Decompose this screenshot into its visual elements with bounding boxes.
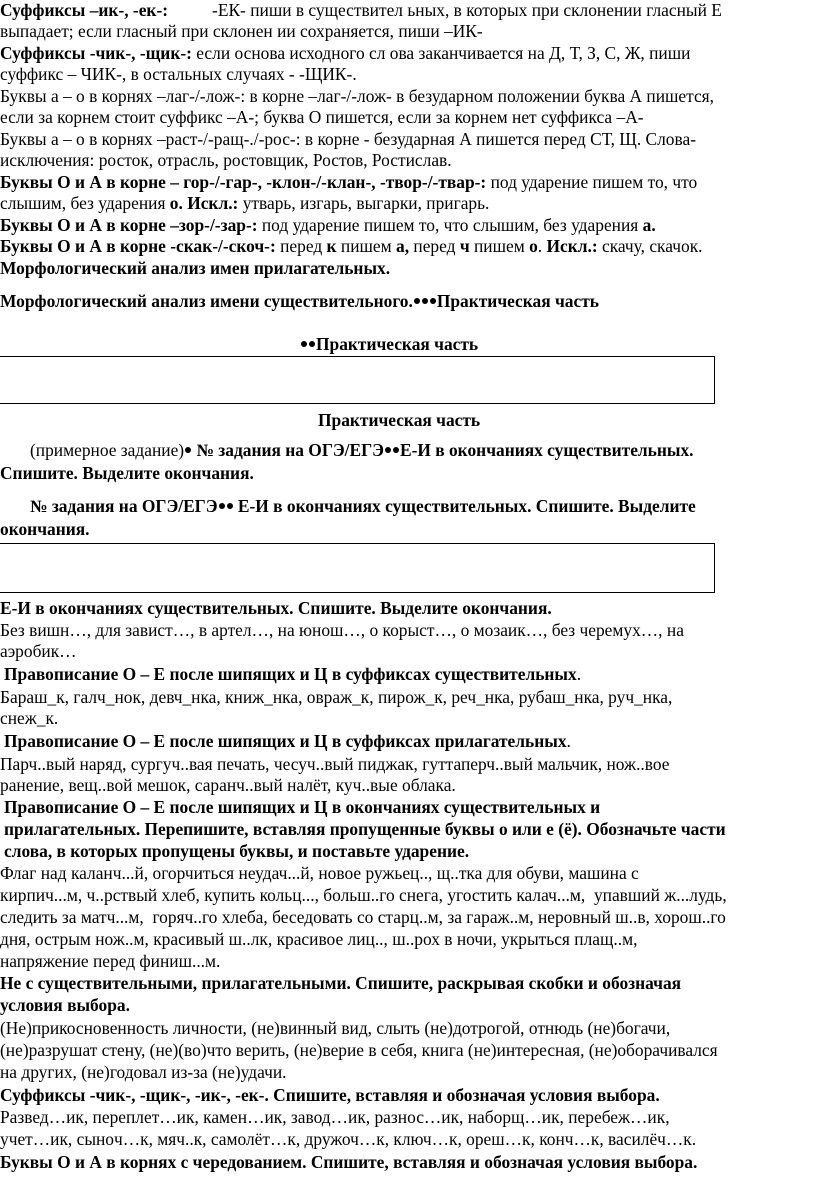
empty-frame [0, 543, 715, 593]
rule-lag-line1: Буквы а – о в корнях –лаг-/-лож-: в корне –лаг-/-лож- в безударном положении буква А пишется, [0, 86, 715, 106]
sample-prefix: (примерное задание) [30, 440, 185, 460]
rule-skak-text5: . [537, 236, 547, 256]
ex2-line2: снеж_к. [0, 708, 59, 728]
rule-skak-text3: перед [409, 236, 460, 256]
rule-gor-text: под ударение пишем то, что [486, 172, 698, 192]
rule-skak-heading: Буквы О и А в корне -скак-/-скоч-: [0, 236, 276, 256]
rule-skak-o: о [529, 236, 538, 256]
rule-chik-line1 [0, 43, 690, 64]
ex2-title-dot: . [576, 664, 582, 684]
rule-rast-line1: Буквы а – о в корнях –раст-/-ращ-./-рос-: в корне - безударная А пишется перед СТ, Щ. Слова- [0, 129, 696, 149]
ex2-line1: Бараш_к, галч_нок, девч_нка, книж_нка, овраж_к, пирож_к, реч_нка, рубаш_нка, руч_нка, [0, 687, 673, 707]
bullet-icon [219, 503, 225, 509]
rule-rast-line2: исключения: росток, отрасль, ростовщик, Ростов, Ростислав. [0, 150, 452, 170]
rule-gor-letter: о. [169, 193, 183, 213]
ex5-line2: (не)разрушат стену, (не)(во)что верить, (не)верие в себя, книга (не)интересная, (не)оборачивался [0, 1040, 718, 1060]
practice-heading-inline: Практическая часть [436, 291, 599, 311]
practice-heading-1-text: Практическая часть [316, 334, 479, 354]
rule-skak-exceptions: скачу, скачок. [597, 236, 703, 256]
task-number: № задания на ОГЭ/ЕГЭ [192, 440, 384, 460]
ex3-title-dot: . [566, 731, 571, 751]
task2-line-1 [30, 496, 696, 517]
rule-skak-text2: пишем [336, 236, 397, 256]
morph-adjective-heading: Морфологический анализ имен прилагательных. [0, 258, 391, 278]
rule-gor-text2: слышим, без ударения [0, 193, 170, 213]
ex4-line1: Флаг над каланч...й, огорчиться неудач...й, новое ружьец.., щ..тка для обуви, машина с [0, 863, 639, 883]
ex3-line1: Парч..вый наряд, сургуч..вая печать, чесуч..вый пиджак, гуттаперч..вый мальчик, нож..вое [0, 754, 670, 774]
rule-ik-ek-line2: выпадает; если гласный при склонен ии сохраняется, пиши –ИК- [0, 21, 483, 41]
bullet-icon [301, 341, 307, 347]
ex5-line1: (Не)прикосновенность личности, (не)винный вид, слыть (не)дотрогой, отнюдь (не)богачи, [0, 1018, 671, 1038]
rule-skak-text1: перед [275, 236, 327, 256]
practice-heading-1 [300, 334, 478, 355]
rule-chik-heading: Суффиксы -чик-, -щик-: [0, 43, 192, 63]
ex4-title-adj: прилагательных [4, 819, 136, 839]
ex4-line2: кирпич...м, ч..рствый хлеб, купить кольц..., больш..го снега, угостить калач...м, упавший ж...лудь, [0, 885, 727, 905]
ex1-line1: Без вишн…, для завист…, в артел…, на юнош…, о корыст…, о мозаик…, без черемух…, на [0, 620, 684, 640]
rule-ik-ek-text: -ЕК- пиши в существител ьных, в которых при склонении гласный Е [212, 0, 722, 20]
rule-chik-line2: суффикс – ЧИК-, в остальных случаях - -ЩИК-. [0, 64, 357, 84]
rule-zor-text: под ударение пишем то, что слышим, без ударения [257, 215, 643, 235]
rule-ik-ek-heading: Суффиксы –ик-, -ек-: [0, 0, 169, 20]
rule-skak-text4: пишем [469, 236, 530, 256]
bullet-icon [227, 503, 233, 509]
rule-zor-line [0, 215, 656, 236]
rule-gor-line2 [0, 193, 489, 214]
ex5-line3: на других, (не)годовал из-за (не)удачи. [0, 1062, 287, 1082]
ex1-line2: аэробик… [0, 641, 77, 661]
task2-title: Е-И в окончаниях существительных. Спишите. Выделите [233, 496, 696, 516]
ex6-line2: учет…ик, сынoч…к, мяч..к, самолёт…к, дружоч…к, ключ…к, ореш…к, конч…к, василёч…к. [0, 1129, 697, 1149]
ex1-title: Е-И в окончаниях существительных. Спишите. Выделите окончания. [0, 598, 552, 618]
rule-zor-heading: Буквы О и А в корне –зор-/-зар-: [0, 215, 258, 235]
bullet-icon [385, 447, 391, 453]
ex4-line4: дня, острым нож..м, красивый ш..лк, красивое лиц.., ш..рох в ночи, укрыться плащ..м, [0, 929, 638, 949]
ex7-title: Буквы О и А в корнях с чередованием. Спишите, вставляя и обозначая условия выбора. [0, 1152, 698, 1172]
morph-noun-line [0, 291, 599, 312]
rule-skak-k: к [326, 236, 337, 256]
task-line-2: Спишите. Выделите окончания. [0, 463, 254, 483]
task2-number: № задания на ОГЭ/ЕГЭ [30, 496, 218, 516]
ex4-title-line1: Правописание О – Е после шипящих и Ц в окончаниях существительных и [4, 797, 601, 817]
ex3-title [4, 731, 571, 752]
ex2-title [4, 664, 581, 685]
bullet-icon [414, 298, 420, 304]
rule-skak-exceptions-label: Искл.: [546, 236, 598, 256]
rule-ik-ek-line1 [0, 0, 722, 21]
task2-line-2: окончания. [0, 519, 90, 539]
rule-gor-exceptions: утварь, изгарь, выгарки, пригарь. [238, 193, 490, 213]
ex5-title-line1: Не с существительными, прилагательными. Спишите, раскрывая скобки и обозначая [0, 973, 682, 993]
bullet-icon [430, 298, 436, 304]
bullet-icon [185, 447, 191, 453]
practice-heading-2: Практическая часть [318, 410, 481, 430]
empty-frame [0, 356, 715, 404]
ex4-line3: следить за матч...м, горяч..го хлеба, беседовать со старц..м, за гараж..м, неровный ш..в, хорош..го [0, 907, 726, 927]
rule-gor-heading: Буквы О и А в корне – гор-/-гар-, -клон-/-клан-, -твор-/-твар-: [0, 172, 487, 192]
rule-zor-letter: а. [642, 215, 656, 235]
task-line-1 [30, 440, 694, 461]
rule-skak-line [0, 236, 703, 257]
ex4-line5: напряжение перед финиш...м. [0, 951, 221, 971]
ex2-title-text: Правописание О – Е после шипящих и Ц в суффиксах существительных [4, 664, 577, 684]
rule-skak-ch: ч [459, 236, 470, 256]
bullet-icon [393, 447, 399, 453]
rule-skak-a: а, [396, 236, 410, 256]
ex4-title-line3: слова, в которых пропущены буквы, и поставьте ударение. [4, 841, 470, 861]
rule-gor-line1 [0, 172, 697, 193]
ex4-title-line2 [4, 819, 726, 840]
ex6-title: Суффиксы -чик-, -щик-, -ик-, -ек-. Спишите, вставляя и обозначая условия выбора. [0, 1085, 660, 1105]
ex4-title-instr: . Перепишите, вставляя пропущенные буквы о или е (ё). Обозначьте части [135, 819, 726, 839]
bullet-icon [309, 341, 315, 347]
ex5-title-line2: условия выбора. [0, 995, 130, 1015]
ex3-title-text: Правописание О – Е после шипящих и Ц в суффиксах прилагательных [4, 731, 567, 751]
rule-lag-line2: если за корнем стоит суффикс –А-; буква О пишется, если за корнем нет суффикса –А- [0, 107, 644, 127]
ex6-line1: Развед…ик, переплет…ик, камен…ик, завод…ик, разнос…ик, наборщ…ик, перебеж…ик, [0, 1107, 670, 1127]
morph-noun-heading: Морфологический анализ имени существительного. [0, 291, 413, 311]
rule-gor-exceptions-label: Искл.: [182, 193, 239, 213]
rule-chik-text: если основа исходного сл ова заканчивается на Д, Т, З, С, Ж, пиши [191, 43, 691, 63]
ex3-line2: ранение, вещ..вой мешок, саранч..вый налёт, куч..вые облака. [0, 775, 456, 795]
bullet-icon [422, 298, 428, 304]
task-title: Е-И в окончаниях существительных. [399, 440, 694, 460]
